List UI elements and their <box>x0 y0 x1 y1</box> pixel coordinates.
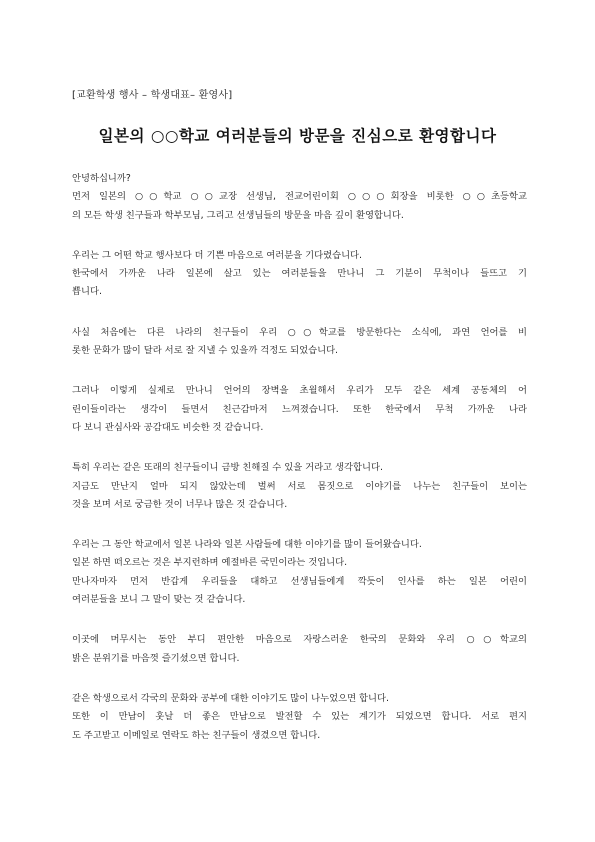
paragraph-line: 지금도 만난지 얼마 되지 않았는데 벌써 서로 몸짓으로 이야기를 나누는 친구들이 보이는 <box>72 480 527 492</box>
paragraph-line: 여러분들을 보니 그 말이 맞는 것 같습니다. <box>72 594 246 606</box>
paragraph <box>72 690 527 745</box>
paragraph-line: 사실 처음에는 다른 나라의 친구들이 우리 ○○학교를 방문한다는 소식에, 과연 언어를 비 <box>72 326 527 338</box>
paragraph <box>72 631 527 668</box>
paragraph-line: 린이들이라는 생각이 들면서 친근감마저 느껴졌습니다. 또한 한국에서 무척 가까운 나라 <box>72 403 527 415</box>
paragraph-line: 밝은 분위기를 마음껏 즐기셨으면 합니다. <box>72 652 240 664</box>
paragraph-line: 먼저 일본의 ○○학교 ○○교장 선생님, 전교어린이회 ○○○회장을 비롯한 ○○초등학교 <box>72 191 527 203</box>
paragraph-line: 만나자마자 먼저 반갑게 우리들을 대하고 선생님들에게 깍듯이 인사를 하는 일본 어린이 <box>72 575 527 587</box>
paragraph <box>72 324 527 361</box>
header-tag: [교환학생 행사 – 학생대표– 환영사] <box>72 90 233 101</box>
paragraph <box>72 536 527 609</box>
paragraph-line: 우리는 그 어떤 학교 행사보다 더 기쁜 마음으로 여러분을 기다렸습니다. <box>72 249 362 261</box>
paragraph-line: 도 주고받고 이메일로 연락도 하는 친구들이 생겼으면 합니다. <box>72 729 321 741</box>
paragraph-line: 우리는 그 동안 학교에서 일본 나라와 일본 사람들에 대한 이야기를 많이 들어왔습니다. <box>72 539 422 551</box>
paragraph-line: 한국에서 가까운 나라 일본에 살고 있는 여러분들을 만나니 그 기분이 무척이나 들뜨고 기 <box>72 268 527 280</box>
paragraph-line: 같은 학생으로서 각국의 문화와 공부에 대한 이야기도 많이 나누었으면 합니다. <box>72 692 389 704</box>
paragraph-line: 이곳에 머무시는 동안 부디 편안한 마음으로 자랑스러운 한국의 문화와 우리 ○○학교의 <box>72 634 527 646</box>
paragraph-line: 것을 보며 서로 궁금한 것이 너무나 많은 것 같습니다. <box>72 498 288 510</box>
paragraph-line: 의 모든 학생 친구들과 학부모님, 그리고 선생님들의 방문을 마음 깊이 환영합니다. <box>72 209 404 221</box>
paragraph-line: 안녕하십니까? <box>72 173 131 184</box>
paragraph <box>72 170 527 225</box>
paragraph <box>72 247 527 302</box>
paragraph-line: 롯한 문화가 많이 달라 서로 잘 지낼 수 있을까 걱정도 되었습니다. <box>72 345 339 357</box>
document-body <box>72 170 527 767</box>
paragraph <box>72 459 527 514</box>
paragraph-line: 다 보니 관심사와 공감대도 비슷한 것 같습니다. <box>72 421 264 433</box>
paragraph-line: 쁩니다. <box>72 286 102 298</box>
paragraph-line: 특히 우리는 같은 또래의 친구들이니 금방 친해질 수 있을 거라고 생각합니다. <box>72 462 383 474</box>
paragraph-line: 일본 하면 떠오르는 것은 부지런하며 예절바른 국민이라는 것입니다. <box>72 557 348 569</box>
page-title: 일본의 ○○학교 여러분들의 방문을 진심으로 환영합니다 <box>98 127 497 145</box>
paragraph-line: 그러나 이렇게 실제로 만나니 언어의 장벽을 초월해서 우리가 모두 같은 세계 공동체의 어 <box>72 385 527 397</box>
paragraph <box>72 382 527 437</box>
paragraph-line: 또한 이 만남이 훗날 더 좋은 만남으로 발전할 수 있는 계기가 되었으면 합니다. 서로 편지 <box>72 711 527 723</box>
